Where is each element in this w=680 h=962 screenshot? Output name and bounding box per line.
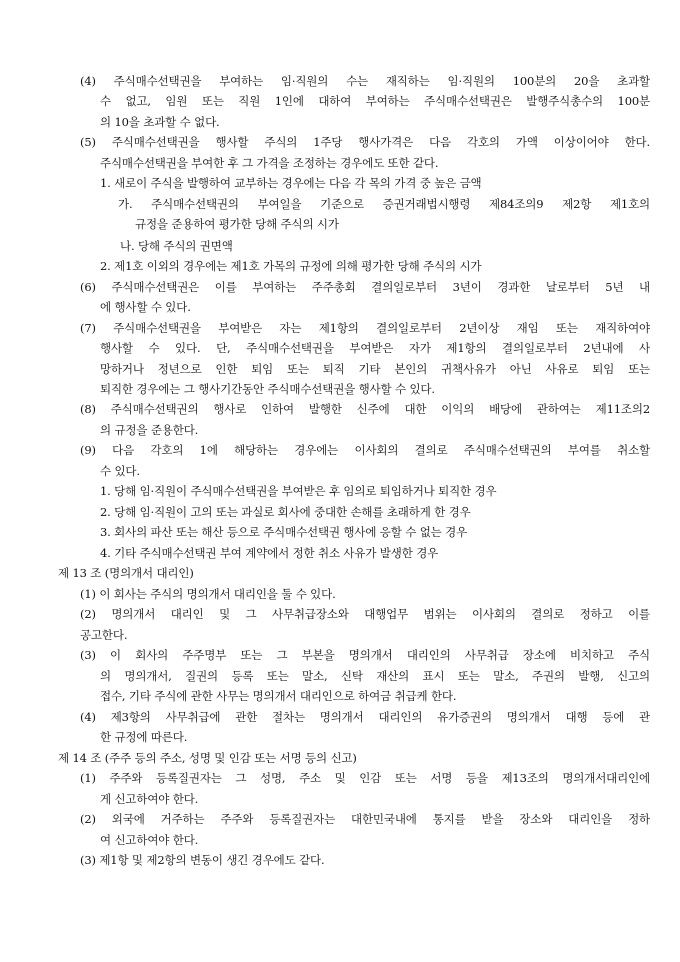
text-line: (1) 이 회사는 주식의 명의개서 대리인을 둘 수 있다.: [80, 587, 336, 601]
text-line: (2) 명의개서 대리인 및 그 사무취급장소와 대행업무 범위는 이사회의 결의로 정하고 이를: [80, 607, 650, 621]
text-line: 3. 회사의 파산 또는 해산 등으로 주식매수선택권 행사에 응할 수 없는 경우: [100, 525, 468, 539]
text-line: 나. 당해 주식의 권면액: [120, 239, 233, 253]
text-line: 규정을 준용하여 평가한 당해 주식의 시가: [135, 217, 339, 231]
text-line: (2) 외국에 거주하는 주주와 등록질권자는 대한민국내에 통지를 받을 장소와 대리인을 정하: [80, 812, 650, 826]
text-line: 퇴직한 경우에는 그 행사기간동안 주식매수선택권을 행사할 수 있다.: [100, 382, 435, 396]
text-line: (4) 주식매수선택권을 부여하는 임·직원의 수는 재직하는 임·직원의 100분의 20을 초과할: [80, 74, 650, 88]
text-line: 망하거나 정년으로 인한 퇴임 또는 퇴직 기타 본인의 귀책사유가 아닌 사유로 퇴임 또는: [100, 362, 650, 376]
text-line: (5) 주식매수선택권을 행사할 주식의 1주당 행사가격은 다음 각호의 가액 이상이어야 한다.: [80, 135, 650, 149]
text-line: 행사할 수 있다. 단, 주식매수선택권을 부여받은 자가 제1항의 결의일로부터 2년내에 사: [100, 341, 650, 355]
text-line: 게 신고하여야 한다.: [100, 792, 199, 806]
text-line: 수 있다.: [100, 464, 140, 478]
text-line: 주식매수선택권을 부여한 후 그 가격을 조정하는 경우에도 또한 같다.: [100, 156, 439, 170]
text-line: (3) 이 회사의 주주명부 또는 그 부본을 명의개서 대리인의 사무취급 장소에 비치하고 주식: [80, 648, 650, 662]
text-line: (8) 주식매수선택권의 행사로 인하여 발행한 신주에 대한 이익의 배당에 관하여는 제11조의2: [80, 402, 650, 416]
text-line: 한 규정에 따른다.: [100, 730, 188, 744]
text-line: 1. 새로이 주식을 발행하여 교부하는 경우에는 다음 각 목의 가격 중 높은 금액: [100, 176, 482, 190]
text-line: (4) 제3항의 사무취급에 관한 절차는 명의개서 대리인의 유가증권의 명의개서 대행 등에 관: [80, 710, 650, 724]
text-line: 1. 당해 임·직원이 주식매수선택권을 부여받은 후 임의로 퇴임하거나 퇴직한 경우: [100, 484, 497, 498]
text-line: 2. 제1호 이외의 경우에는 제1호 가목의 규정에 의해 평가한 당해 주식의 시가: [100, 259, 482, 273]
text-line: (1) 주주와 등록질권자는 그 성명, 주소 및 인감 또는 서명 등을 제13조의 명의개서대리인에: [80, 771, 650, 785]
text-line: 의 규정을 준용한다.: [100, 423, 199, 437]
text-line: 제 13 조 (명의개서 대리인): [58, 566, 194, 580]
text-line: 가. 주식매수선택권의 부여일을 기준으로 증권거래법시행령 제84조의9 제2항 제1호의: [118, 197, 650, 211]
text-line: 공고한다.: [80, 628, 128, 642]
text-line: 수 없고, 임원 또는 직원 1인에 대하여 부여하는 주식매수선택권은 발행주식총수의 100분: [100, 94, 650, 108]
text-line: 여 신고하여야 한다.: [100, 833, 199, 847]
text-line: (7) 주식매수선택권을 부여받은 자는 제1항의 결의일로부터 2년이상 재임 또는 재직하여야: [80, 321, 650, 335]
text-line: 4. 기타 주식매수선택권 부여 계약에서 정한 취소 사유가 발생한 경우: [100, 546, 439, 560]
text-line: 2. 당해 임·직원이 고의 또는 과실로 회사에 중대한 손해를 초래하게 한 경우: [100, 505, 471, 519]
text-line: (3) 제1항 및 제2항의 변동이 생긴 경우에도 같다.: [80, 853, 325, 867]
text-line: 제 14 조 (주주 등의 주소, 성명 및 인감 또는 서명 등의 신고): [58, 751, 357, 765]
text-line: 의 명의개서, 질권의 등록 또는 말소, 신탁 재산의 표시 또는 말소, 주권의 발행, 신고의: [100, 669, 650, 683]
text-line: (6) 주식매수선택권은 이를 부여하는 주주총회 결의일로부터 3년이 경과한 날로부터 5년 내: [80, 280, 650, 294]
text-line: 에 행사할 수 있다.: [100, 300, 191, 314]
text-line: 접수, 기타 주식에 관한 사무는 명의개서 대리인으로 하여금 취급케 한다.: [100, 689, 457, 703]
text-line: 의 10을 초과할 수 없다.: [100, 115, 220, 129]
text-line: (9) 다음 각호의 1에 해당하는 경우에는 이사회의 결의로 주식매수선택권의 부여를 취소할: [80, 443, 650, 457]
